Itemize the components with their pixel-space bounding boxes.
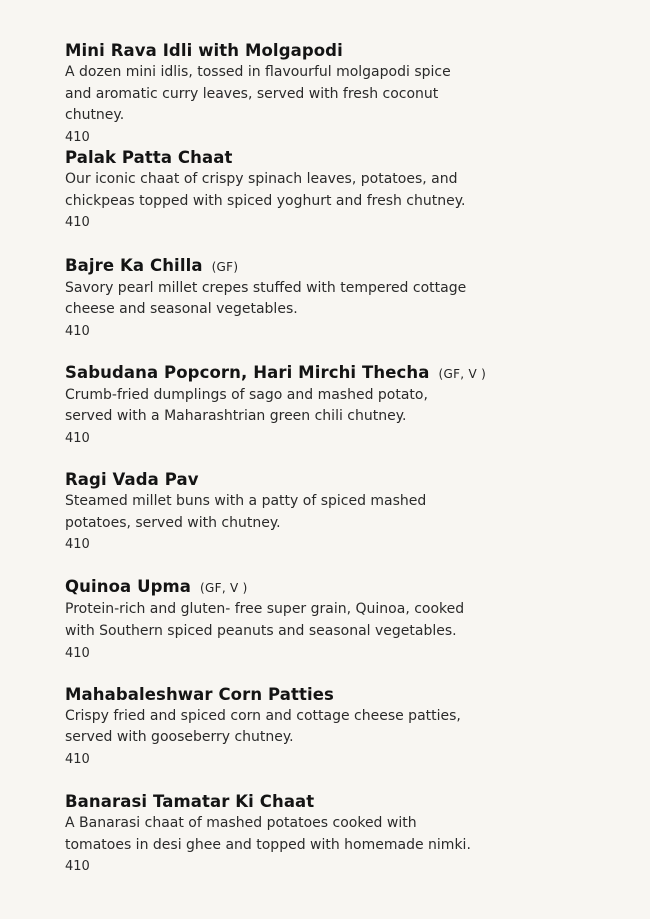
menu-item-name: Quinoa Upma [65,577,192,597]
menu-list [65,40,625,898]
menu-item-description: Savory pearl millet crepes stuffed with tempered cottage cheese and seasonal vegetables. [65,279,467,318]
menu-item [65,684,625,791]
menu-item [65,255,625,362]
menu-item [65,791,625,898]
menu-item-dietary-tags: (GF, V ) [438,366,487,381]
menu-item-description: A dozen mini idlis, tossed in flavourful molgapodi spice and aromatic curry leaves, served with fresh coconut chutney. [65,64,451,124]
menu-item-title-row [65,255,625,278]
menu-item-description: Crispy fried and spiced corn and cottage cheese patties, served with gooseberry chutney. [65,707,461,746]
menu-item [65,40,625,147]
menu-item-name: Mini Rava Idli with Molgapodi [65,41,343,60]
menu-item-title-row [65,362,625,385]
menu-item-dietary-tags: (GF, V ) [200,581,248,596]
menu-item [65,147,625,254]
menu-item-name: Banarasi Tamatar Ki Chaat [65,792,315,812]
menu-item-name: Mahabaleshwar Corn Patties [65,684,334,704]
menu-item [65,469,625,576]
menu-item-price: 410 [65,129,90,145]
menu-item-title-row [65,469,625,491]
menu-item-title-row [65,684,625,706]
menu-item-price: 410 [65,537,90,553]
menu-item [65,576,625,683]
menu-item-description: A Banarasi chaat of mashed potatoes cooked with tomatoes in desi ghee and topped with homemade nimki. [65,815,471,853]
menu-item-name: Bajre Ka Chilla [65,255,203,275]
menu-item-description: Steamed millet buns with a patty of spiced mashed potatoes, served with chutney. [65,493,427,531]
menu-item-price: 410 [65,215,90,231]
menu-item-price: 410 [65,645,90,661]
menu-item [65,362,625,469]
menu-item-name: Ragi Vada Pav [65,470,199,490]
menu-item-description: Our iconic chaat of crispy spinach leaves, potatoes, and chickpeas topped with spiced yoghurt and fresh chutney. [65,171,466,209]
menu-item-price: 410 [65,751,90,767]
menu-item-title-row [65,40,625,62]
menu-item-name: Palak Patta Chaat [65,148,233,168]
menu-item-description: Crumb-fried dumplings of sago and mashed potato, served with a Maharashtrian green chili chutney. [65,386,428,425]
menu-item-price: 410 [65,431,90,447]
menu-item-price: 410 [65,323,90,339]
menu-item-dietary-tags: (GF) [211,259,239,274]
menu-item-name: Sabudana Popcorn, Hari Mirchi Thecha [65,362,430,382]
menu-item-title-row [65,791,625,813]
menu-item-title-row [65,147,625,169]
menu-item-description: Protein-rich and gluten- free super grain, Quinoa, cooked with Southern spiced peanuts and seasonal vegetables. [65,601,465,640]
menu-item-price: 410 [65,859,90,875]
menu-item-title-row [65,576,625,599]
